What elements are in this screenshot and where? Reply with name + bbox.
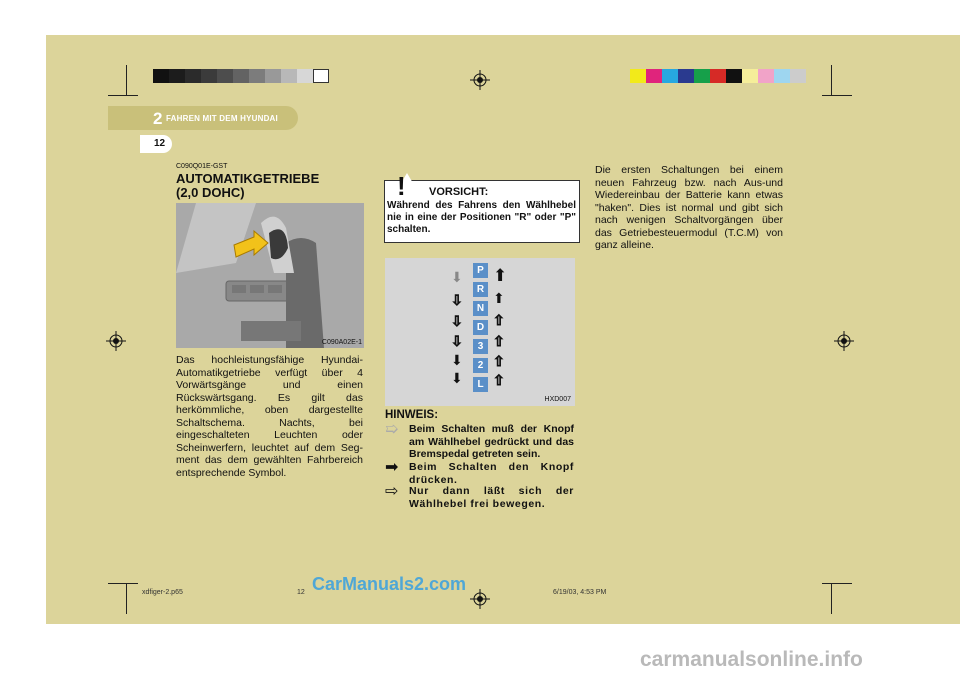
outline-down-arrow-icon: ⇩ [451, 292, 463, 308]
crop-mark [126, 65, 127, 95]
solid-down-arrow-icon: ⬇ [451, 370, 463, 386]
crop-mark [831, 65, 832, 95]
left-paragraph: Das hochleistungsfähige Hyundai-Automatikgetriebe verfügt über 4 Vorwärtsgänge und einen Rückswärtsgang. Es gilt das herkömmliche, oben dargestellte Schaltschema. Nachts, bei eingeschalteten Leuchten oder Scheinwerfern, leuchtet auf dem Seg-ment das dem gewählten Fahrbereich entsprechende Symbol. [176, 354, 363, 479]
caution-symbol: ! [397, 171, 406, 201]
crop-mark [108, 95, 138, 96]
gear-lever-photo [176, 203, 364, 348]
gear-3: 3 [473, 339, 488, 354]
gear-r: R [473, 282, 488, 297]
section-subtitle: (2,0 DOHC) [176, 185, 245, 200]
crop-mark [822, 95, 852, 96]
shift-pattern-diagram [385, 258, 575, 406]
right-paragraph: Die ersten Schaltungen bei einem neuen Fahrzeug bzw. nach Aus-und Wiedereinbau der Batterie kann etwas "haken". Dies ist normal und gibt sich nach wenigen Schaltvorgängen über das Getriebesteuermodul (T.C.M) von ganz alleine. [595, 164, 783, 251]
footer-file: xdfiger-2.p65 [142, 589, 183, 596]
bottom-watermark: carmanualsonline.info [640, 648, 863, 671]
outline-down-arrow-icon: ⇩ [451, 333, 463, 349]
page-number: 12 [154, 138, 166, 149]
shaded-down-arrow-icon: ⬇ [451, 269, 463, 285]
crop-mark [822, 583, 852, 584]
shaded-right-arrow-icon: ➯ [385, 421, 399, 438]
outline-down-arrow-icon: ⇩ [451, 313, 463, 329]
caution-text: Während des Fahrens den Wählhebel nie in eine der Positionen "R" oder "P" schalten. [387, 200, 576, 235]
note-item-1: Beim Schalten muß der Knopf am Wählhebel gedrückt und das Bremspedal getreten sein. [409, 423, 574, 460]
solid-down-arrow-icon: ⬇ [451, 352, 463, 368]
footer-page: 12 [297, 589, 305, 596]
outline-up-arrow-icon: ⇧ [493, 353, 505, 369]
gear-n: N [473, 301, 488, 316]
gear-lever-illustration [176, 203, 364, 348]
color-bar [630, 69, 806, 83]
chapter-number: 2 [153, 109, 163, 128]
watermark-link[interactable]: CarManuals2.com [312, 574, 467, 594]
footer-date: 6/19/03, 4:53 PM [553, 589, 607, 596]
crop-mark [831, 584, 832, 614]
caution-title: VORSICHT: [429, 186, 489, 198]
section-title: AUTOMATIKGETRIEBE [176, 171, 320, 186]
registration-target-icon [834, 331, 854, 351]
solid-up-arrow-icon: ⬆ [493, 290, 505, 306]
gear-d: D [473, 320, 488, 335]
registration-target-icon [106, 331, 126, 351]
photo-label: C090A02E-1 [321, 339, 362, 346]
grayscale-bar [153, 69, 329, 83]
gear-l: L [473, 377, 488, 392]
note-title: HINWEIS: [385, 409, 439, 421]
gear-2: 2 [473, 358, 488, 373]
outline-up-arrow-icon: ⇧ [493, 333, 505, 349]
crop-mark [126, 584, 127, 614]
note-item-3: Nur dann läßt sich der Wählhebel frei bewegen. [409, 485, 574, 510]
outline-up-arrow-icon: ⇧ [493, 312, 505, 328]
chapter-title: FAHREN MIT DEM HYUNDAI [166, 114, 278, 123]
outline-right-arrow-icon: ⇨ [385, 483, 399, 500]
note-item-2: Beim Schalten den Knopf drücken. [409, 461, 574, 486]
caution-box [384, 171, 580, 243]
registration-target-icon [470, 70, 490, 90]
crop-mark [108, 583, 138, 584]
diagram-label: HXD007 [544, 396, 571, 403]
solid-right-arrow-icon: ➡ [385, 459, 399, 476]
gear-p: P [473, 263, 488, 278]
outline-up-arrow-icon: ⇧ [493, 372, 505, 388]
section-code: C090Q01E-GST [176, 163, 228, 170]
solid-up-arrow-icon: ⬆ [493, 266, 508, 285]
registration-target-icon [470, 589, 490, 609]
